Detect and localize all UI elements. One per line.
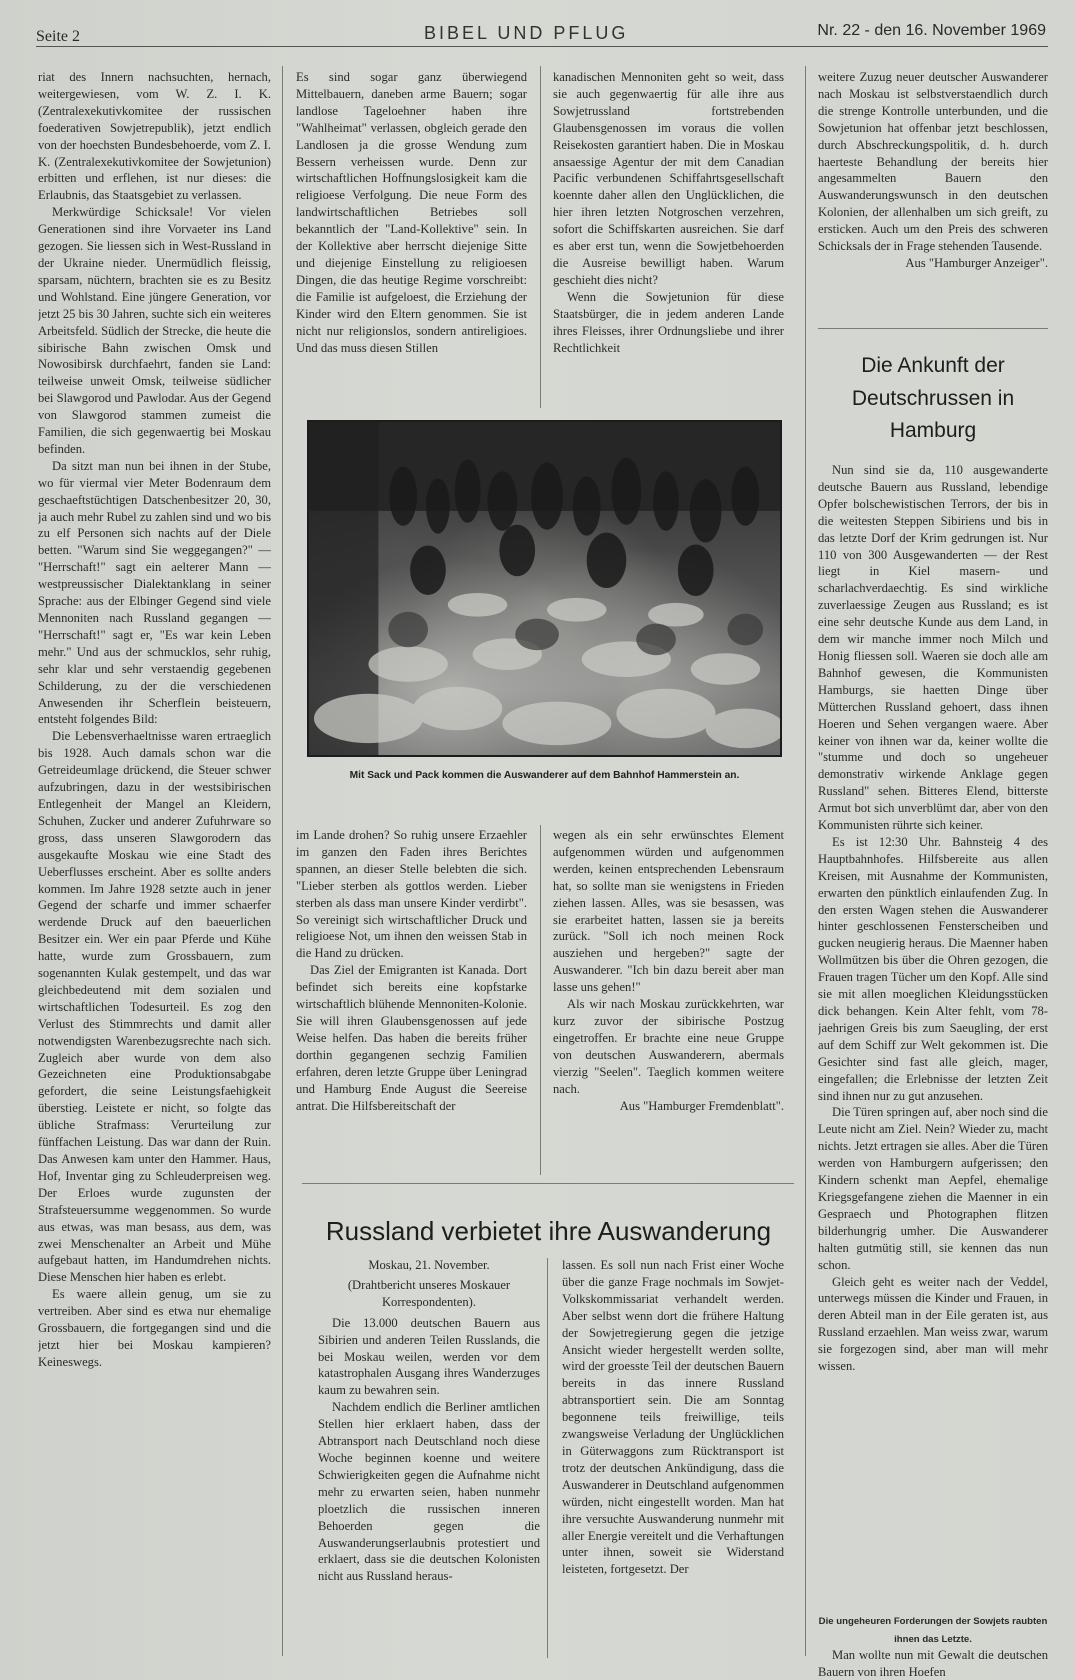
paragraph: Da sitzt man nun bei ihnen in der Stube, wo für viermal vier Meter Bodenraum dem geschaeftstüchtigen Datschenbesitzer 20, 30, ja auch mehr Rubel zu zahlen sind und wo bis zu elf Personen sich nachts auf der Diele betten. "Warum sind Sie weggegangen?" — "Herrschaft!" sagt ein aelterer Mann — westpreussischer Dialektanklang in seiner Sprache: aus der Elbinger Gegend sind viele Mennoniten nach Russland gegangen — "Herrschaft!" sagt er, "Es war kein Leben mehr." Und aus der schmucklos, sehr ruhig, sehr klar und sehr verstaendig gegebenen Schilderung, zu der die verschiedenen Anwesenden ihr Scherflein beisteuern, entsteht folgendes Bild: — [38, 458, 271, 727]
paragraph: Wenn die Sowjetunion für diese Staatsbürger, die in jedem anderen Lande ihres Fleisses, ihrer Ordnungsliebe und ihrer Rechtlichkeit — [553, 289, 784, 355]
article-subhead: Die ungeheuren Forderungen der Sowjets raubten ihnen das Letzte. — [818, 1616, 1048, 1645]
source-credit: Aus "Hamburger Anzeiger". — [905, 255, 1048, 270]
masthead-rule — [36, 46, 1048, 47]
column-divider — [282, 66, 283, 1656]
article-2-column-a — [318, 1257, 540, 1662]
article-headline: Russland verbietet ihre Auswanderung — [325, 1216, 772, 1246]
paragraph: Die Türen springen auf, aber noch sind die Leute nicht am Ziel. Nein? Wieder zu, macht nichts. Jetzt ertragen sie alles. Aber die Türen werden von Hamburgern aufgerissen; den Kindern schenkt man Aepfel, ehemalige Kriegsgefangene ziehen die Maenner in ein Gespraech und Photographen flitzen bilderhungrig umher. Die Auswanderer halten gutmütig still, sie kennen das nun schon. — [818, 1105, 1048, 1272]
article-headline: Die Ankunft der Deutschrussen in Hamburg — [851, 354, 1015, 442]
paragraph: Als wir nach Moskau zurückkehrten, war kurz zuvor der sibirische Postzug eingetroffen. Er brachte eine neue Gruppe von deutschen Auswanderern, abermals vierzig "Seelen". Taeglich kommen weitere nach. — [553, 997, 784, 1096]
photo-image — [309, 422, 780, 755]
page-label: Seite 2 — [36, 28, 80, 45]
article-3-body — [818, 462, 1048, 1612]
byline: (Drahtbericht unseres Moskauer Korrespondenten). — [347, 1277, 511, 1309]
paragraph: Man wollte nun mit Gewalt die deutschen Bauern von ihren Hoefen — [818, 1648, 1048, 1679]
paragraph: Nun sind sie da, 110 ausgewanderte deutsche Bauern aus Russland, lebendige Opfer bolschewistischen Terrors, der bis in die weitesten Steppen Sibiriens und bis in das letzte Dorf der Krim gedrungen ist. Nur 110 von 300 Ausgewanderten — der Rest liegt in Kiel masern- und scharlachverdaechtig. Es sind wirkliche zuverlaessige Zeugen aus Russland; es ist eine sehr deutsche Kunde aus dem Land, in dem wir manche immer noch Milch und Honig fliessen soll. Waeren sie doch alle am Bahnhof gewesen, die Kommunisten Hamburgs, sie haetten Dinge über Mütterchen Russland gehoert, dass ihnen Hoeren und Sehen vergangen waere. Aber keiner von ihnen war da, keiner wollte die "stumme und doch so ungeheuer demonstrativ wirkende Anklage gegen Russland" sehen. Bitteres Elend, bitterste Armut bot sich unverblümt dar, aber von den Kommunisten rührte sich keiner. — [818, 463, 1048, 833]
masthead — [36, 20, 1046, 46]
article-divider — [302, 1183, 794, 1184]
article-divider — [818, 328, 1048, 329]
column-divider — [547, 1258, 548, 1658]
paragraph: Gleich geht es weiter nach der Veddel, unterwegs müssen die Kinder und Frauen, in deren Abteil man in der Eile geraten ist, aus Russland erzaehlen. Man weiss zwar, warum sie forgezogen sind, aber man will mehr wissen. — [818, 1274, 1048, 1374]
paragraph: Die Lebensverhaeltnisse waren ertraeglich bis 1928. Auch damals schon war die Getreideumlage drückend, die Steuer schwer aufzubringen, dazu in der westsibirischen Entlegenheit der Mangel an Kleidern, Schuhen, Zucker und anderer Zufuhrware so gross, dass unseren Slawgorodern das ausgekaufte Moskau wie eine Stadt des Ueberflusses erscheint. Aber es sollte anders kommen. Im Jahre 1928 setzte auch in jener Gegend der scharfe und immer schaerfer werdende Druck auf den baeuerlichen Besitzer ein. Wer ein paar Pferde und Kühe hatte, wurde zum Grossbauern, zum sogenannten Kulak gestempelt, und das war gleichbedeutend mit dem sozialen und wirtschaftlichen Todesurteil. Es zog den Verlust des Stimmrechts und damit aller notwendigsten Warenbezugsrechte nach sich. Zugleich aber wurde von dem also Gezeichneten eine Produktionsabgabe gefordert, die seine Leistungsfaehigkeit überstieg. Leistete er nicht, so folgte das übliche Strafmass: Verurteilung zur fünffachen Leistung. Das war dann der Ruin. Das Anwesen kam unter den Hammer. Haus, Hof, Inventar ging zu Schleuderpreisen weg. Der Erloes wurde zugunsten der Strafsteuersumme weggenommen. So wurde aus etwas, was man besass, aus dem, was zwei Menschenalter an Arbeit und Mühe aufgebaut hatten, im Handumdrehen nichts. Diese Menschen hier haben es erlebt. — [38, 729, 271, 1285]
column-divider — [540, 825, 541, 1175]
emigrants-photo — [307, 420, 782, 757]
article-column-3-middle — [553, 827, 784, 1173]
photo-caption: Mit Sack und Pack kommen die Auswanderer auf dem Bahnhof Hammerstein an. — [349, 770, 740, 781]
issue-date: Nr. 22 - den 16. November 1969 — [817, 22, 1046, 39]
paragraph: Es waere allein genug, um sie zu vertreiben. Aber sind es etwa nur ehemalige Grossbauern, die fortgegangen sind und die jetzt hier bei Moskau kampieren? Keineswegs. — [38, 1287, 271, 1369]
paragraph: Es sind sogar ganz überwiegend Mittelbauern, daneben arme Bauern; sogar landlose Tageloehner haben ihre "Wahlheimat" verlassen, obgleich gerade den Landlosen ja die grosse Wendung zum Bessern verheissen wurde. Denn zur wirtschaftlichen Hoffnungslosigkeit kam die religioese Verfolgung. Die neue Form des landwirtschaftlichen Betriebes soll bekanntlich der "Land-Kollektive" sein. In der Kollektive aber herrscht diejenige Sitte und diejenige Einstellung zu religioesen Dingen, die das heutige Regime vorschreibt: die Familie ist aufgeloest, die Erziehung der Kinder wird den Eltern genommen. Sie ist nicht nur religionslos, sondern antireligioes. Und das muss diesen Stillen — [296, 70, 527, 355]
article-column-4-top — [818, 69, 1048, 319]
paper-title: BIBEL UND PFLUG — [424, 23, 629, 43]
paragraph: Es ist 12:30 Uhr. Bahnsteig 4 des Hauptbahnhofes. Hilfsbereite aus allen Kreisen, mit Ausnahme der Kommunisten, erwarten den pünktlich einlaufenden Zug. In den ersten Wagen stehen die Auswanderer hinter geschlossenen Fensterscheiben und gucken neugierig heraus. Die Maenner haben Wollmützen bis über die Ohren gezogen, die Frauen tragen Tücher um den Kopf. Alle sind sie mit allen moeglichen Kleidungsstücken dick behangen. Kein Alter fehlt, vom 78-jaehrigen Greis bis zum Saeugling, der erst auf dem Schiff zur Welt gekommen ist. Die Gesichter sind fast alle gleich, mager, eingefallen; die Erlebnisse der letzten Zeit sind ihnen nur zu gut anzusehen. — [818, 834, 1048, 1103]
source-credit: Aus "Hamburger Fremdenblatt". — [619, 1098, 784, 1113]
article-column-3-top — [553, 69, 784, 407]
column-divider — [805, 66, 806, 1656]
article-column-2-top — [296, 69, 527, 407]
article-2-column-b — [562, 1257, 784, 1662]
paragraph: wegen als ein sehr erwünschtes Element aufgenommen würden und aufgenommen werden, keinen entsprechenden Lebensraum hat, so sollte man sie wenigstens in Frieden ziehen lassen. Alles, was sie besassen, was sie erarbeitet hatten, lassen sie ja bereits zurück. "Soll ich noch meinen Rock ausziehen und hergeben?" sagte der Auswanderer. "Ich bin dazu bereit aber man lasse uns gehen!" — [553, 828, 784, 995]
article-column-2-middle — [296, 827, 527, 1173]
paragraph: Das Ziel der Emigranten ist Kanada. Dort befindet sich bereits eine kopfstarke wirtschaftlich blühende Mennoniten-Kolonie. Sie will ihren Glaubensgenossen auf jede Weise helfen. Das haben die bereits früher dorthin gegangenen sechzig Familien erfahren, deren letzte Gruppe über Leningrad und Hamburg Ende August die Seereise antrat. Die Hilfsbereitschaft der — [296, 963, 527, 1113]
paragraph: weitere Zuzug neuer deutscher Auswanderer nach Moskau ist selbstverstaendlich durch die strenge Kontrolle unterbunden, und die Sowjetunion hat offenbar jetzt beschlossen, durch Abschreckungspolitik, d. h. durch haerteste Behandlung der bereits hier angesammelten Bauern den Auswanderungswunsch in den deutschen Kolonien, der allenhalben um sich greift, zu ersticken. Auch um den Preis des schweren Schicksals der in Frage stehenden Tausende. — [818, 70, 1048, 254]
paragraph: im Lande drohen? So ruhig unsere Erzaehler im ganzen den Faden ihres Berichtes spannen, an dieser Stelle belebten die sich. "Lieber sterben als gottlos werden. Lieber sterben als dass man unsere Kinder verdirbt". So vereinigt sich wirtschaftlicher Druck und religioese Not, um ihnen den weissen Stab in die Hand zu drücken. — [296, 828, 527, 961]
column-divider — [540, 66, 541, 408]
paragraph: Nachdem endlich die Berliner amtlichen Stellen hier erklaert haben, dass der Abtransport nach Deutschland noch diese Woche beginnen koenne und weitere Schwierigkeiten gegen die Aufnahme nicht mehr zu erwarten seien, haben nunmehr ploetzlich die russischen inneren Behoerden gegen die Auswanderungserlaubnis protestiert und erklaert, dass sie die deutschen Kolonisten nicht aus Russland heraus- — [318, 1400, 540, 1584]
paragraph: kanadischen Mennoniten geht so weit, dass sie auch gegenwaertig für alle ihre aus Sowjetrussland fortstrebenden Glaubensgenossen im voraus die vollen Reisekosten garantiert haben. Die in Moskau ansaessige Agentur der mit dem Canadian Pacific verbundenen Schiffahrtsgesellschaft koennte daher allen den Unglücklichen, die hier ihren letzten Notgroschen verzehren, sofort die Schiffskarten ausreichen. Sie darf es aber erst tun, wenn die Sowjetbehoerden die Ausreise bewilligt haben. Warum geschieht dies nicht? — [553, 70, 784, 287]
paragraph: riat des Innern nachsuchten, hernach, weitergewiesen, vom W. Z. I. K. (Zentralexekutivkomitee der russischen foederativen Sowjetrepublik), jetzt endlich von der hoechsten Bundesbehoerde, vom Z. I. K. (Zentralexekutivkomitee der Sowjetunion) erbitten und erflehen, ist nur dieses: die Erlaubnis, das Staatsgebiet zu verlassen. — [38, 70, 271, 203]
dateline: Moskau, 21. November. — [368, 1258, 490, 1272]
article-column-1 — [38, 69, 271, 1659]
article-3-body-continued — [818, 1647, 1048, 1680]
paragraph: Die 13.000 deutschen Bauern aus Sibirien und anderen Teilen Russlands, die bei Moskau weilen, werden vor dem katastrophalen Ausgang ihres Wanderzuges kaum zu bewahren sein. — [318, 1315, 540, 1398]
paragraph: Merkwürdige Schicksale! Vor vielen Generationen sind ihre Vorvaeter ins Land gezogen. Sie liessen sich in West-Russland in der Ukraine nieder. Unermüdlich fleissig, sparsam, nüchtern, brachten sie es zu Besitz und Wohlstand. Eine jüngere Generation, vor jetzt 25 bis 30 Jahren, suchte sich ein weiteres Arbeitsfeld. Südlich der Strecke, die heute die sibirische Bahn zwischen Omsk und Nowosibirsk durchfaehrt, fanden sie Land: teilweise unweit Omsk, teilweise südlicher bei Slawgorod und Pawlodar. Aus der Gegend von Slawgorod stammen zumeist die Familien, die sich gegenwaertig bei Moskau befinden. — [38, 205, 271, 456]
paragraph: lassen. Es soll nun nach Frist einer Woche über die ganze Frage nochmals im Sowjet-Volkskommissariat verhandelt werden. Aber selbst wenn dort die frühere Haltung der Sowjetregierung gegen die jetzige Ansicht wieder hergestellt werden sollte, wird der groesste Teil der deutschen Bauern bereits in das innere Russland abtransportiert sein. Die am Sonntag begonnene teils freiwillige, teils zwangsweise Verladung der Unglücklichen in Güterwaggons zum Rücktransport ist trotz der deutschen Ankündigung, dass die Auswanderer in Deutschland aufgenommen würden, nicht eingestellt worden. Man hat ihre versuchte Auswanderung nunmehr mit aller Energie vereitelt und die Verhaftungen unter ihnen, soweit sie Widerstand leisteten, fortgesetzt. Der — [562, 1258, 784, 1577]
